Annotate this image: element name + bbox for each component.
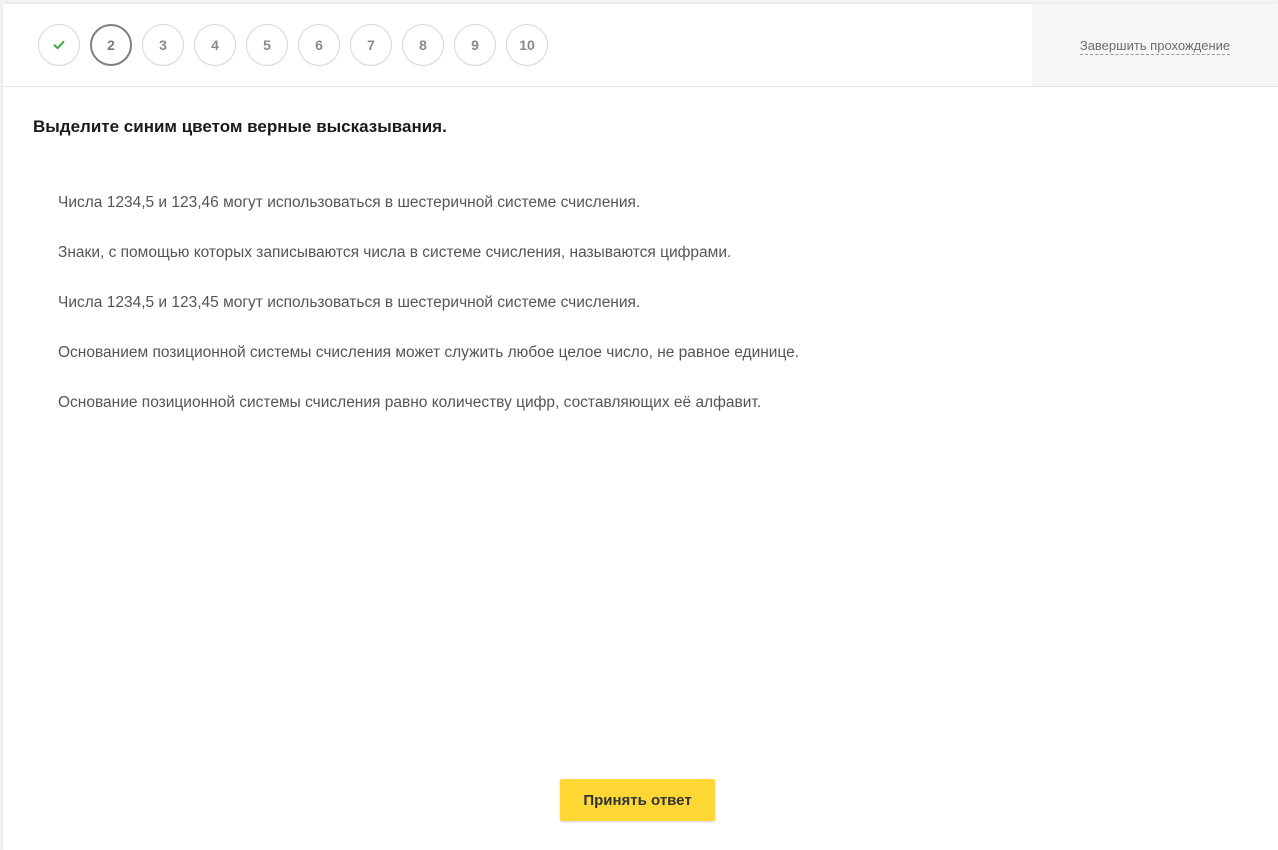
answer-option-4[interactable]: Основанием позиционной системы счисления может служить любое целое число, не равное единице. [58, 344, 800, 361]
answer-options [58, 191, 799, 441]
step-4[interactable]: 4 [194, 24, 236, 66]
step-3[interactable]: 3 [142, 24, 184, 66]
answer-option-5[interactable]: Основание позиционной системы счисления равно количеству цифр, составляющих её алфавит. [58, 394, 762, 411]
question-title: Выделите синим цветом верные высказывания. [33, 117, 447, 136]
question-navigation-bar [3, 4, 1278, 87]
question-steps [38, 24, 558, 66]
step-8[interactable]: 8 [402, 24, 444, 66]
step-2-current[interactable]: 2 [90, 24, 132, 66]
step-7[interactable]: 7 [350, 24, 392, 66]
finish-panel [1032, 4, 1278, 86]
quiz-card [3, 4, 1278, 850]
step-10[interactable]: 10 [506, 24, 548, 66]
answer-option-3[interactable]: Числа 1234,5 и 123,45 могут использоваться в шестеричной системе счисления. [58, 294, 641, 311]
answer-option-2[interactable]: Знаки, с помощью которых записываются числа в системе счисления, называются цифрами. [58, 244, 732, 261]
check-icon [53, 40, 65, 50]
step-6[interactable]: 6 [298, 24, 340, 66]
finish-test-link[interactable]: Завершить прохождение [1079, 37, 1231, 53]
step-1-done[interactable] [38, 24, 80, 66]
answer-option-1[interactable]: Числа 1234,5 и 123,46 могут использоваться в шестеричной системе счисления. [58, 194, 641, 211]
submit-answer-button[interactable]: Принять ответ [560, 779, 715, 821]
step-9[interactable]: 9 [454, 24, 496, 66]
step-5[interactable]: 5 [246, 24, 288, 66]
